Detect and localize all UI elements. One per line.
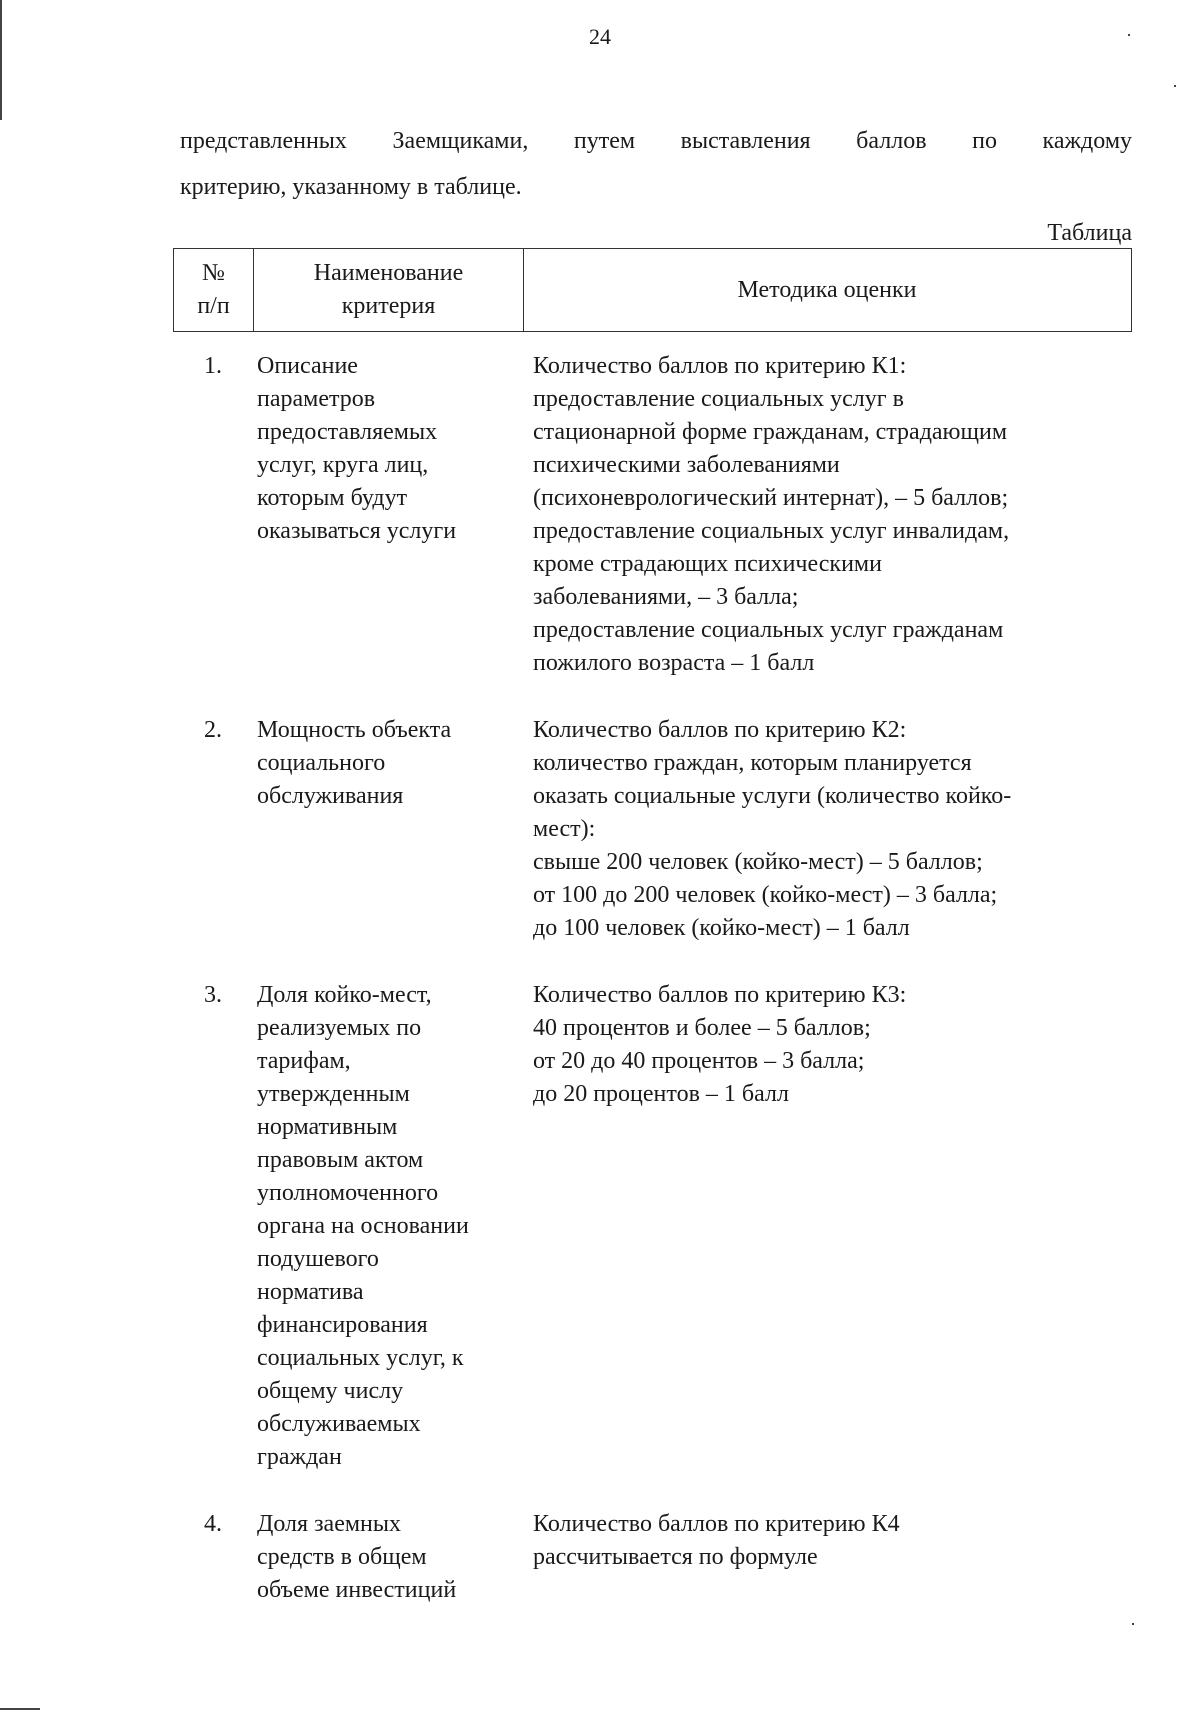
row-method: Количество баллов по критерию К2: количество граждан, которым планируется оказать социальные услуги (количество койко- мест): свыше 200 человек (койко-мест) – 5 баллов; от 100 до 200 человек (койко-мест) – 3 балла; до 100 человек (койко-мест) – 1 балл	[533, 717, 1012, 941]
row-criterion: Мощность объекта социального обслуживания	[257, 717, 452, 809]
table-body	[173, 350, 1132, 1641]
row-method: Количество баллов по критерию К4 рассчитывается по формуле	[533, 1511, 900, 1570]
header-method: Методика оценки	[737, 276, 917, 303]
table-row	[173, 714, 1132, 945]
row-criterion: Доля койко-мест, реализуемых по тарифам, утвержденным нормативным правовым актом уполномоченного органа на основании подушевого норматива финансирования социальных услуг, к общему числу обслуживаемых граждан	[257, 982, 469, 1470]
intro-paragraph	[180, 118, 1132, 210]
row-criterion: Описание параметров предоставляемых услуг, круга лиц, которым будут оказываться услуги	[257, 353, 457, 544]
intro-line-1: представленных Заемщиками, путем выставления баллов по каждому	[180, 128, 1132, 154]
scan-edge-line	[0, 1708, 40, 1710]
row-method: Количество баллов по критерию К3: 40 процентов и более – 5 баллов; от 20 до 40 процентов – 3 балла; до 20 процентов – 1 балл	[533, 982, 907, 1107]
table-row	[173, 979, 1132, 1474]
scan-edge-line	[0, 0, 2, 120]
table-row	[173, 350, 1132, 680]
row-num: 1.	[204, 353, 222, 379]
table-row	[173, 1508, 1132, 1607]
row-num: 2.	[204, 717, 222, 743]
table-header	[173, 248, 1132, 332]
table-label: Таблица	[1047, 220, 1132, 246]
header-num: № п/п	[174, 249, 254, 331]
row-num: 3.	[204, 982, 222, 1008]
row-num: 4.	[204, 1511, 222, 1537]
row-method: Количество баллов по критерию К1: предоставление социальных услуг в стационарной форме гражданам, страдающим психическими заболеваниями (психоневрологический интернат), – 5 баллов; предоставление социальных услуг инвалидам, кроме страдающих психическими заболеваниями, – 3 балла; предоставление социальных услуг гражданам пожилого возраста – 1 балл	[533, 353, 1010, 676]
row-criterion: Доля заемных средств в общем объеме инвестиций	[257, 1511, 457, 1603]
intro-line-2: критерию, указанному в таблице.	[180, 174, 522, 200]
scan-speck	[1174, 85, 1176, 87]
scan-speck	[1132, 1623, 1134, 1625]
scan-speck	[1128, 34, 1130, 36]
header-name: Наименование критерия	[254, 249, 524, 331]
page-number: 24	[589, 24, 611, 49]
